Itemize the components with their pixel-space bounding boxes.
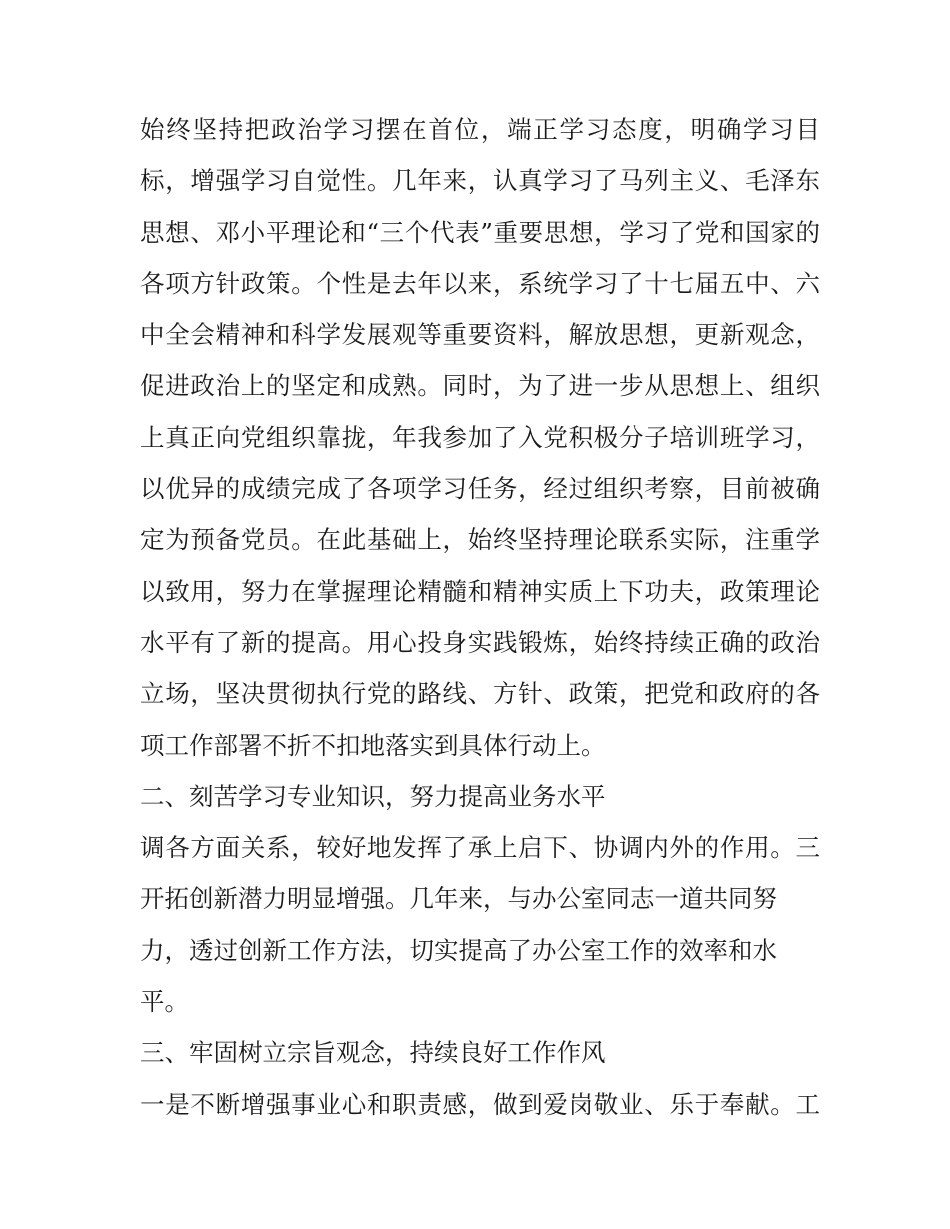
text-line: 项工作部署不折不扣地落实到具体行动上。 [140, 730, 606, 760]
section-heading: 三、牢固树立宗旨观念，持续良好工作作风 [140, 1038, 606, 1068]
text-line: 调各方面关系，较好地发挥了承上启下、协调内外的作用。三 [140, 833, 820, 863]
text-line: 促进政治上的坚定和成熟。同时，为了进一步从思想上、组织 [140, 371, 820, 401]
text-line: 以致用，努力在掌握理论精髓和精神实质上下功夫，政策理论 [140, 576, 820, 606]
text-line: 中全会精神和科学发展观等重要资料，解放思想，更新观念， [140, 320, 820, 350]
text-line: 立场，坚决贯彻执行党的路线、方针、政策，把党和政府的各 [140, 679, 820, 709]
text-line: 平。 [140, 987, 189, 1017]
text-line: 以优异的成绩完成了各项学习任务，经过组织考察，目前被确 [140, 474, 820, 504]
document-body [140, 104, 820, 1130]
text-line: 思想、邓小平理论和“三个代表”重要思想，学习了党和国家的 [140, 217, 820, 247]
text-line: 上真正向党组织靠拢，年我参加了入党积极分子培训班学习， [140, 422, 820, 452]
text-line: 力，透过创新工作方法，切实提高了办公室工作的效率和水 [140, 935, 777, 965]
text-line: 开拓创新潜力明显增强。几年来，与办公室同志一道共同努 [140, 884, 777, 914]
text-line: 标，增强学习自觉性。几年来，认真学习了马列主义、毛泽东 [140, 166, 820, 196]
text-line: 水平有了新的提高。用心投身实践锻炼，始终持续正确的政治 [140, 627, 820, 657]
text-line: 各项方针政策。个性是去年以来，系统学习了十七届五中、六 [140, 268, 820, 298]
text-line: 定为预备党员。在此基础上，始终坚持理论联系实际，注重学 [140, 525, 820, 555]
text-line: 始终坚持把政治学习摆在首位，端正学习态度，明确学习目 [140, 115, 820, 144]
text-line: 一是不断增强事业心和职责感，做到爱岗敬业、乐于奉献。工 [140, 1089, 820, 1119]
section-heading: 二、刻苦学习专业知识，努力提高业务水平 [140, 781, 606, 811]
